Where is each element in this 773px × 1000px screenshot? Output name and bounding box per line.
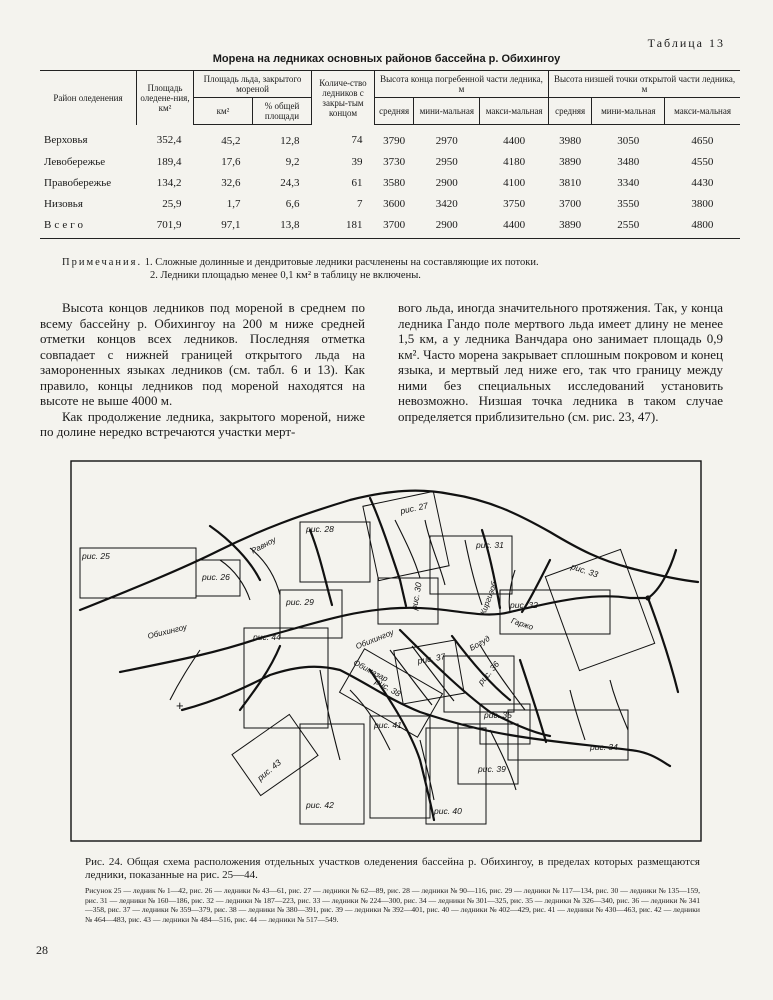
- figure-label-40: рис. 40: [434, 806, 462, 816]
- cell-b-mean: 3790: [383, 134, 406, 147]
- table-title: Морена на ледниках основных районов бассейна р. Обихингоу: [212, 53, 561, 65]
- river-label-bogud: Богуд: [467, 633, 492, 653]
- header-covered-area: Площадь льда, закрытого мореной: [194, 71, 312, 98]
- cross-marker: +: [176, 698, 184, 713]
- cell-b-min: 3420: [435, 197, 458, 210]
- figure-frame-30: [378, 578, 438, 624]
- cell-b-min: 2900: [435, 176, 458, 189]
- header-buried-end: Высота конца погребенной части ледника, м: [375, 71, 549, 98]
- cell-o-max: 4550: [691, 155, 714, 168]
- figure-frame-39: [458, 724, 518, 784]
- header-region: Район оледенения: [40, 71, 137, 125]
- cell-o-min: 3550: [617, 197, 640, 210]
- cell-area: 352,4: [156, 134, 182, 147]
- header-km2: км²: [194, 98, 253, 125]
- figure-label-29: рис. 29: [286, 597, 314, 607]
- figure-label-28: рис. 28: [306, 524, 334, 534]
- cell-b-min: 2950: [435, 155, 458, 168]
- river-label-ravnou: Равноу: [249, 535, 278, 556]
- cell-b-max: 3750: [503, 197, 526, 210]
- figure-caption: Рис. 24. Общая схема расположения отдельных участков оледенения бассейна р. Обихингоу, в пределах которых размещаются ледники, показанные на рис. 25—44.: [85, 856, 700, 881]
- figure-frame-33: [545, 549, 654, 670]
- figure-label-26: рис. 26: [202, 572, 230, 582]
- figure-label-37: рис. 37: [416, 651, 446, 666]
- header-o-max: макси-мальная: [665, 98, 740, 125]
- figure-label-43: рис. 43: [255, 757, 283, 783]
- figure-references: Рисунок 25 — ледник № 1—42, рис. 26 — ледники № 43—61, рис. 27 — ледники № 62—89, рис. 28 — ледники № 90—116, рис. 29 — ледники № 117—134, рис. 30 — ледники № 135—159, рис. 31 — ледники № 160—186, рис. 32 — ледники № 187—223, рис. 33 — ледники № 224—300, рис. 34 — ледники № 301—325, рис. 35 — ледники № 326—340, рис. 36 — ледники № 341—358, рис. 37 — ледники № 359—379, рис. 38 — ледники № 380—391, рис. 39 — ледники № 392—401, рис. 40 — ледники № 402—429, рис. 41 — ледники № 430—463, рис. 42 — ледники № 464—483, рис. 43 — ледники № 484—516, рис. 44 — ледники № 517—549.: [85, 886, 700, 924]
- figure-label-34: рис. 34: [590, 742, 618, 752]
- cell-km2: 17,6: [221, 155, 241, 168]
- moraine-table: [40, 70, 740, 239]
- river-label-obikhingou-2: Обихингоу: [354, 627, 395, 652]
- figure-label-30: рис. 30: [408, 581, 424, 611]
- cell-b-mean: 3580: [383, 176, 406, 189]
- figure-label-33: рис. 33: [569, 561, 600, 580]
- header-area: Площадь оледене-ния, км²: [137, 71, 194, 125]
- figure-label-44: рис. 44: [253, 632, 281, 642]
- figure-frame-34: [508, 710, 628, 760]
- region-name: Верховья: [44, 134, 88, 147]
- confluence-point: [645, 595, 650, 600]
- region-name: Низовья: [44, 197, 83, 210]
- cell-b-min: 2900: [414, 214, 480, 239]
- header-b-max: макси-мальная: [480, 98, 549, 125]
- cell-area: 189,4: [156, 155, 182, 168]
- cell-o-max: 4430: [691, 176, 714, 189]
- table-row: [40, 172, 740, 193]
- cell-km2: 97,1: [194, 214, 253, 239]
- region-name: Всего: [40, 214, 137, 239]
- cell-pct: 12,8: [280, 134, 300, 147]
- cell-km2: 45,2: [221, 134, 241, 147]
- note-1: 1. Сложные долинные и дендритовые ледники расчленены на составляющие их потоки.: [144, 257, 539, 268]
- cell-o-min: 3050: [617, 134, 640, 147]
- figure-label-41: рис. 41: [374, 720, 402, 730]
- cell-o-mean: 3700: [559, 197, 582, 210]
- table-body: [40, 125, 740, 239]
- note-2: 2. Ледники площадью менее 0,1 км² в таблицу не включены.: [150, 270, 421, 281]
- cell-count: 181: [312, 214, 375, 239]
- river-label-kirgizob: Киргизоб: [478, 580, 499, 617]
- figure-label-42: рис. 42: [306, 800, 334, 810]
- cell-b-mean: 3730: [383, 155, 406, 168]
- figure-label-25: рис. 25: [82, 551, 110, 561]
- cell-b-min: 2970: [435, 134, 458, 147]
- cell-o-max: 3800: [691, 197, 714, 210]
- cell-pct: 24,3: [280, 176, 300, 189]
- cell-count: 7: [357, 197, 363, 210]
- cell-o-mean: 3810: [559, 176, 582, 189]
- cell-count: 74: [351, 134, 363, 147]
- cell-count: 61: [351, 176, 363, 189]
- header-b-min: мини-мальная: [414, 98, 480, 125]
- header-b-mean: средняя: [375, 98, 414, 125]
- glacier-scheme-map: [70, 460, 702, 842]
- header-open-low: Высота низшей точки открытой части ледника, м: [549, 71, 740, 98]
- cell-o-min: 3340: [617, 176, 640, 189]
- paragraph: Как продолжение ледника, закрытого мореной, ниже по долине нередко встречаются участки мерт-: [40, 408, 365, 439]
- table-row: [40, 151, 740, 172]
- figure-frame-44: [244, 628, 328, 728]
- figure-frame-43: [232, 714, 318, 795]
- cell-b-max: 4100: [503, 176, 526, 189]
- table-notes: [62, 256, 539, 282]
- cell-area: 134,2: [156, 176, 182, 189]
- cell-b-mean: 3600: [383, 197, 406, 210]
- cell-pct: 13,8: [253, 214, 312, 239]
- cell-km2: 1,7: [226, 197, 241, 210]
- cell-o-mean: 3890: [559, 155, 582, 168]
- notes-label: Примечания.: [62, 257, 143, 268]
- text-column-right: [398, 300, 723, 424]
- cell-area: 701,9: [137, 214, 194, 239]
- tributary: [310, 530, 332, 605]
- cell-o-mean: 3890: [549, 214, 592, 239]
- figure-label-39: рис. 39: [478, 764, 506, 774]
- figure-label-27: рис. 27: [399, 500, 429, 516]
- figure-label-35: рис. 35: [484, 710, 512, 720]
- table-number: Таблица 13: [647, 36, 725, 50]
- cell-b-max: 4180: [503, 155, 526, 168]
- cell-o-min: 3480: [617, 155, 640, 168]
- paragraph: вого льда, иногда значительного протяжения. Так, у конца ледника Гандо поле мертвого льда имеет длину не менее 1,5 км, а у ледника Ванчдара оно занимает площадь 0,9 км². Часто морена закрывает сплошным покровом и конец языка, и мертвый лед ниже его, так что границу между ними без специальных исследований установить невозможно. Низшая точка ледника в таком случае определяется приблизительно (см. рис. 23, 47).: [398, 300, 723, 424]
- cell-pct: 6,6: [285, 197, 300, 210]
- figure-label-31: рис. 31: [476, 540, 504, 550]
- river-label-obimazar: Обимазар: [351, 658, 390, 684]
- figure-label-38: рис. 38: [373, 676, 403, 699]
- tributary: [648, 598, 678, 692]
- table-row: [40, 125, 740, 152]
- figure-label-36: рис. 36: [475, 659, 502, 687]
- header-count: Количе-ство ледников с закры-тым концом: [312, 71, 375, 125]
- cell-area: 25,9: [162, 197, 182, 210]
- river-label-obikhingou: Обихингоу: [146, 622, 188, 641]
- region-name: Правобережье: [44, 176, 112, 189]
- cell-o-min: 2550: [592, 214, 665, 239]
- cell-b-mean: 3700: [375, 214, 414, 239]
- table-row: [40, 193, 740, 214]
- cell-o-max: 4650: [691, 134, 714, 147]
- header-o-min: мини-мальная: [592, 98, 665, 125]
- cell-km2: 32,6: [221, 176, 241, 189]
- region-name: Левобережье: [44, 155, 106, 168]
- paragraph: Высота концов ледников под мореной в среднем по всему бассейну р. Обихингоу на 200 м ниже средней отметки концов всех ледников. Последняя отметка совпадает с нижней границей открытого льда на замороненных языках ледников (см. табл. 6 и 13). Как правило, концы ледников под мореной находятся на высоте не выше 4000 м.: [40, 300, 365, 408]
- table-row: [40, 214, 740, 239]
- text-column-left: [40, 300, 365, 440]
- page-number: 28: [36, 943, 48, 957]
- cell-o-max: 4800: [665, 214, 740, 239]
- cell-count: 39: [351, 155, 363, 168]
- tributary: [520, 660, 546, 742]
- cell-b-max: 4400: [503, 134, 526, 147]
- cell-pct: 9,2: [285, 155, 300, 168]
- cell-o-mean: 3980: [559, 134, 582, 147]
- header-o-mean: средняя: [549, 98, 592, 125]
- figure-label-32: рис. 32: [510, 600, 538, 610]
- river-label-garzho: Гаржо: [509, 616, 535, 632]
- header-percent: % общей площади: [253, 98, 312, 125]
- tributary: [240, 646, 280, 710]
- cell-b-max: 4400: [480, 214, 549, 239]
